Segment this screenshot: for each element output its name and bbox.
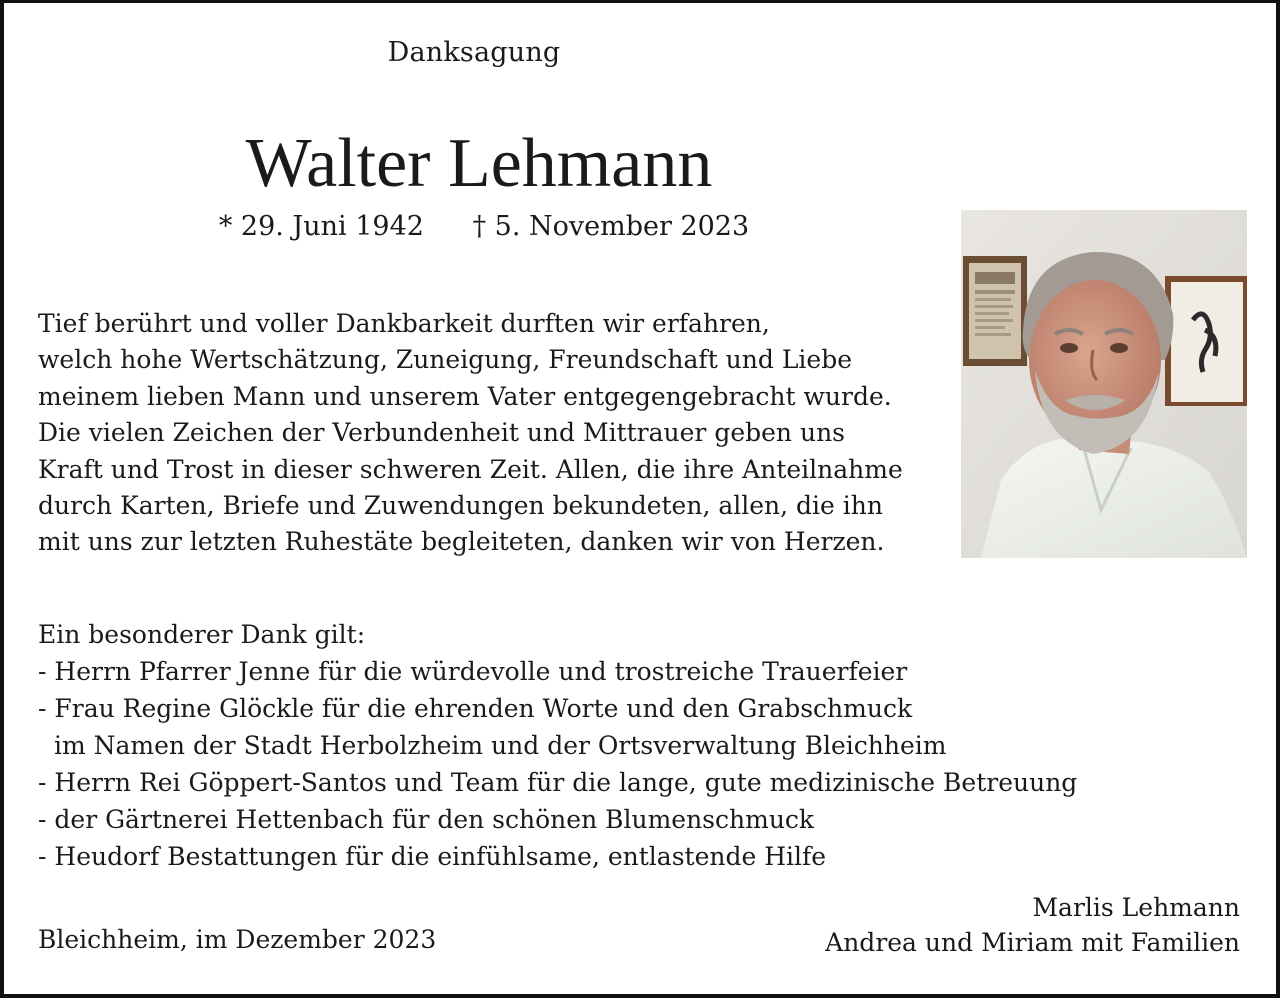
notice-heading: Danksagung	[387, 37, 561, 68]
thanks-line: - der Gärtnerei Hettenbach für den schönen Blumenschmuck	[38, 805, 815, 834]
special-thanks	[38, 616, 1238, 875]
thanks-intro: Ein besonderer Dank gilt:	[38, 620, 366, 649]
paragraph-line: meinem lieben Mann und unserem Vater entgegengebracht wurde.	[38, 381, 892, 411]
paragraph-line: mit uns zur letzten Ruhestäte begleiteten, danken wir von Herzen.	[38, 527, 885, 557]
birth-date: * 29. Juni 1942	[218, 211, 424, 242]
deceased-name: Walter Lehmann	[245, 125, 713, 202]
paragraph-line: Die vielen Zeichen der Verbundenheit und Mittrauer geben uns	[38, 418, 845, 448]
paragraph-line: durch Karten, Briefe und Zuwendungen bekundeten, allen, die ihn	[38, 491, 883, 521]
portrait-photo	[961, 210, 1247, 558]
thanks-line: - Herrn Pfarrer Jenne für die würdevolle und trostreiche Trauerfeier	[38, 657, 908, 686]
place-and-date: Bleichheim, im Dezember 2023	[38, 925, 437, 954]
signer-line: Andrea und Miriam mit Familien	[825, 928, 1240, 957]
paragraph-line: Tief berührt und voller Dankbarkeit durften wir erfahren,	[38, 309, 770, 338]
thank-you-paragraph	[38, 306, 943, 561]
paragraph-line: welch hohe Wertschätzung, Zuneigung, Freundschaft und Liebe	[38, 345, 853, 375]
portrait-illustration	[961, 210, 1247, 558]
thanks-line: im Namen der Stadt Herbolzheim und der Ortsverwaltung Bleichheim	[54, 731, 947, 760]
paragraph-line: Kraft und Trost in dieser schweren Zeit. Allen, die ihre Anteilnahme	[38, 454, 903, 484]
thanks-line: - Heudorf Bestattungen für die einfühlsame, entlastende Hilfe	[38, 842, 827, 871]
death-date: † 5. November 2023	[472, 211, 750, 242]
thanks-line: - Frau Regine Glöckle für die ehrenden Worte und den Grabschmuck	[38, 694, 913, 723]
signer-line: Marlis Lehmann	[1032, 893, 1240, 922]
thanks-line: - Herrn Rei Göppert-Santos und Team für die lange, gute medizinische Betreuung	[38, 768, 1078, 797]
signers	[825, 890, 1240, 960]
life-dates	[4, 211, 964, 242]
